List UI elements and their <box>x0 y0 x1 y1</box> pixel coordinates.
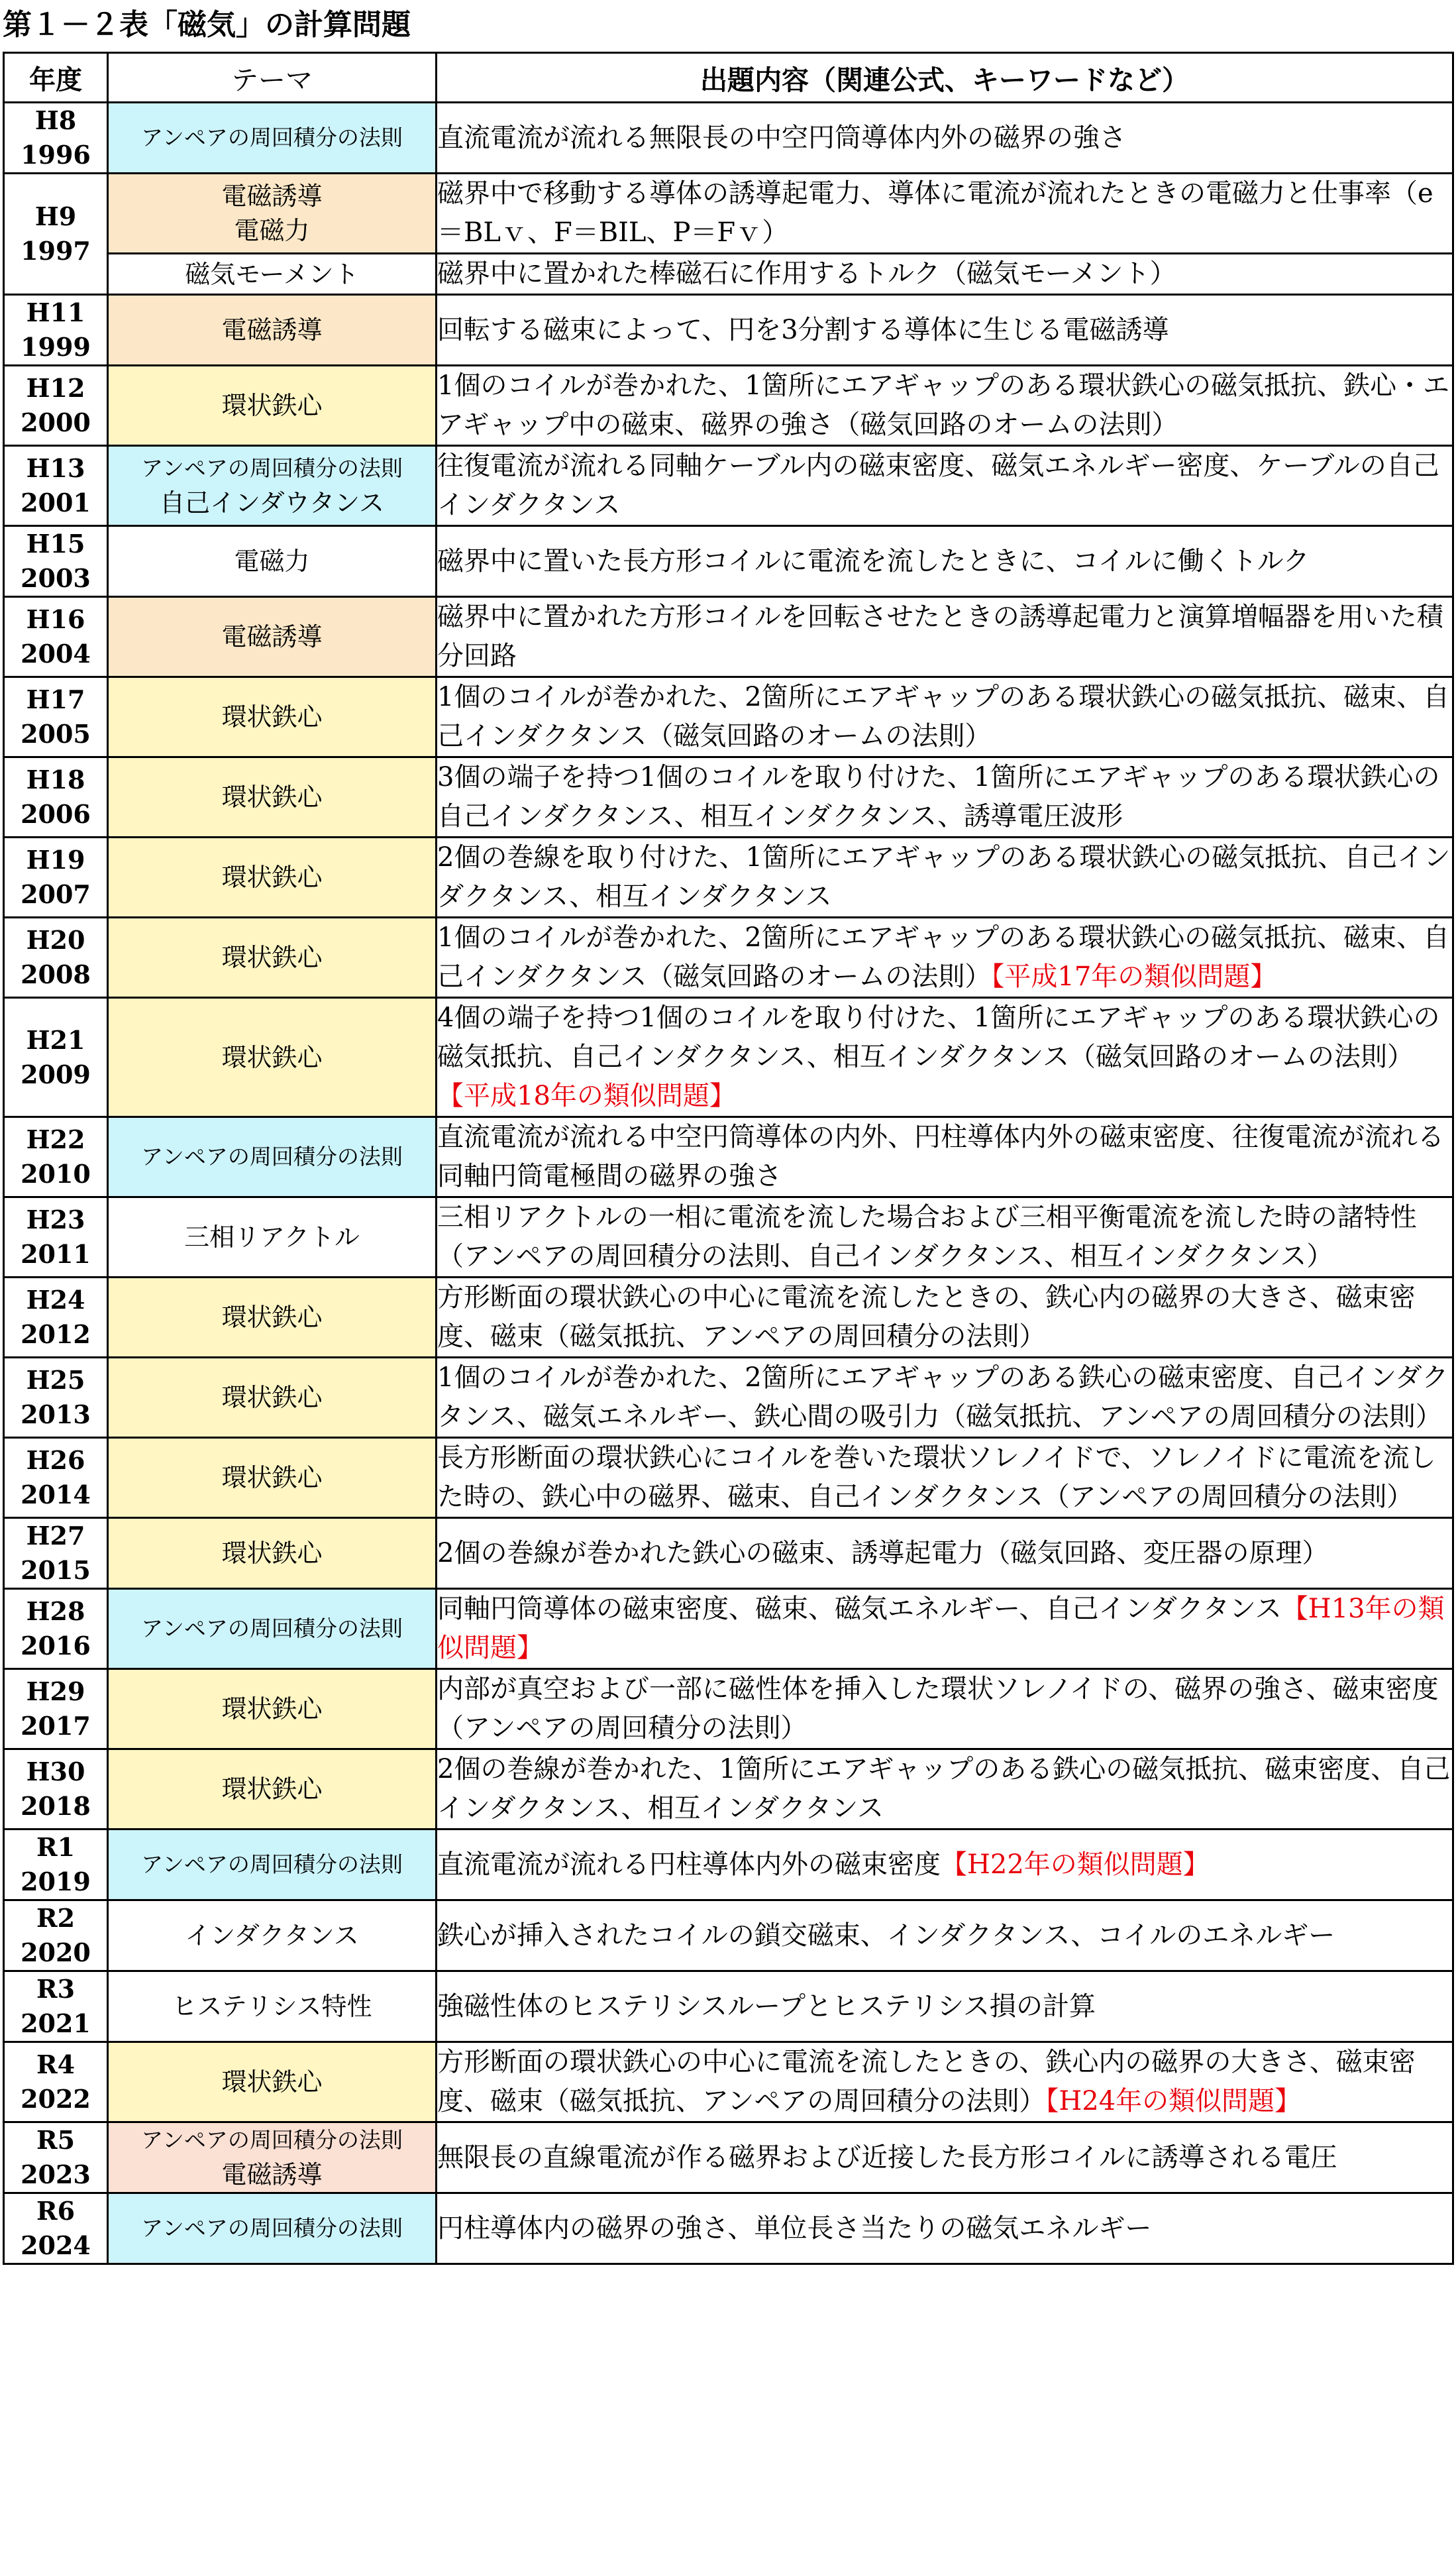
header-content: 出題内容（関連公式、キーワードなど） <box>437 53 1453 103</box>
theme-label: 環状鉄心 <box>221 1539 323 1568</box>
content-text: 長方形断面の環状鉄心にコイルを巻いた環状ソレノイドで、ソレノイドに電流を流した時の、鉄心中の磁界、磁束、自己インダクタンス（アンペアの周回積分の法則） <box>437 1443 1436 1512</box>
year-label: 2009 <box>21 1059 91 1089</box>
year-cell <box>4 526 108 597</box>
year-label: 2012 <box>21 1319 91 1349</box>
content-cell <box>437 757 1453 838</box>
content-cell <box>437 366 1453 446</box>
era-label: H22 <box>26 1124 85 1154</box>
theme-cell <box>108 1518 437 1589</box>
similar-problem-note: 【H13年の類似問題】 <box>437 1594 1445 1663</box>
era-label: H23 <box>26 1205 85 1234</box>
year-label: 2021 <box>21 2008 91 2038</box>
year-cell <box>4 757 108 838</box>
theme-cell <box>108 174 437 254</box>
year-label: 2003 <box>21 563 91 593</box>
year-cell <box>4 1438 108 1518</box>
year-label: 2022 <box>21 2084 91 2114</box>
year-cell <box>4 1971 108 2042</box>
era-label: R3 <box>36 1974 76 2004</box>
table-row <box>4 1278 1453 1358</box>
year-cell <box>4 1518 108 1589</box>
era-label: R4 <box>36 2049 76 2079</box>
content-text: 2個の巻線を取り付けた、1箇所にエアギャップのある環状鉄心の磁気抵抗、自己インダクタンス、相互インダクタンス <box>437 842 1451 912</box>
theme-label: 自己インダウタンス <box>160 488 384 518</box>
table-row <box>4 103 1453 174</box>
content-cell <box>437 1749 1453 1830</box>
theme-label: 環状鉄心 <box>221 943 323 972</box>
year-cell <box>4 1669 108 1749</box>
table-row <box>4 254 1453 295</box>
table-row <box>4 526 1453 597</box>
year-label: 2010 <box>21 1159 91 1189</box>
content-text: 磁界中で移動する導体の誘導起電力、導体に電流が流れたときの電磁力と仕事率（e＝BLｖ、F＝BIL、P＝Fｖ） <box>437 178 1433 248</box>
theme-cell <box>108 2042 437 2122</box>
year-label: 2016 <box>21 1631 91 1661</box>
content-text: 1個のコイルが巻かれた、2箇所にエアギャップのある環状鉄心の磁気抵抗、磁束、自己インダクタンス（磁気回路のオームの法則） <box>437 922 1450 992</box>
content-text: 磁界中に置かれた方形コイルを回転させたときの誘導起電力と演算増幅器を用いた積分回路 <box>437 602 1443 671</box>
table-row <box>4 1117 1453 1197</box>
table-row <box>4 918 1453 998</box>
similar-problem-note: 【平成18年の類似問題】 <box>437 1081 736 1111</box>
content-text: 無限長の直線電流が作る磁界および近接した長方形コイルに誘導される電圧 <box>437 2142 1337 2173</box>
content-text: 円柱導体内の磁界の強さ、単位長さ当たりの磁気エネルギー <box>437 2212 1152 2244</box>
year-cell <box>4 2193 108 2264</box>
era-label: H12 <box>26 373 85 403</box>
theme-cell <box>108 2122 437 2193</box>
theme-cell <box>108 1117 437 1197</box>
year-cell <box>4 366 108 446</box>
year-cell <box>4 1117 108 1197</box>
theme-cell <box>108 103 437 174</box>
content-text: 同軸円筒導体の磁束密度、磁束、磁気エネルギー、自己インダクタンス <box>437 1594 1282 1624</box>
year-cell <box>4 838 108 918</box>
content-cell <box>437 2042 1453 2122</box>
theme-cell <box>108 757 437 838</box>
era-label: H16 <box>26 604 85 634</box>
era-label: H18 <box>26 765 85 794</box>
theme-label: 環状鉄心 <box>221 1775 323 1804</box>
era-label: R6 <box>36 2196 76 2226</box>
era-label: H17 <box>26 684 85 714</box>
theme-cell <box>108 295 437 366</box>
content-cell <box>437 677 1453 757</box>
era-label: H20 <box>26 925 85 955</box>
table-row <box>4 2193 1453 2264</box>
content-text: 磁界中に置かれた棒磁石に作用するトルク（磁気モーメント） <box>437 258 1176 289</box>
theme-label: アンペアの周回積分の法則 <box>141 2127 403 2153</box>
theme-label: 環状鉄心 <box>221 2067 323 2097</box>
content-cell <box>437 1971 1453 2042</box>
year-label: 2017 <box>21 1711 91 1741</box>
content-cell <box>437 597 1453 677</box>
content-text: 直流電流が流れる円柱導体内外の磁束密度 <box>437 1849 941 1880</box>
theme-label: アンペアの周回積分の法則 <box>141 1615 403 1641</box>
year-label: 2011 <box>21 1239 91 1269</box>
year-cell <box>4 1197 108 1278</box>
similar-problem-note: 【H22年の類似問題】 <box>941 1849 1210 1880</box>
theme-label: 電磁力 <box>234 216 310 245</box>
content-cell <box>437 1589 1453 1669</box>
content-text: 回転する磁束によって、円を3分割する導体に生じる電磁誘導 <box>437 314 1169 345</box>
table-row <box>4 1438 1453 1518</box>
table-row <box>4 2122 1453 2193</box>
theme-label: 磁気モーメント <box>185 259 359 289</box>
content-cell <box>437 998 1453 1117</box>
header-row <box>4 53 1453 103</box>
theme-label: 電磁誘導 <box>221 622 323 651</box>
era-label: H30 <box>26 1757 85 1786</box>
year-label: 2015 <box>21 1555 91 1585</box>
theme-cell <box>108 1971 437 2042</box>
year-label: 2006 <box>21 799 91 829</box>
theme-label: アンペアの周回積分の法則 <box>141 1851 403 1877</box>
era-label: R1 <box>36 1832 76 1862</box>
table-row <box>4 1900 1453 1971</box>
year-cell <box>4 1358 108 1438</box>
theme-label: 三相リアクトル <box>184 1223 360 1252</box>
content-text: 直流電流が流れる中空円筒導体の内外、円柱導体内外の磁束密度、往復電流が流れる同軸円筒電極間の磁界の強さ <box>437 1122 1444 1191</box>
theme-cell <box>108 366 437 446</box>
content-text: 内部が真空および一部に磁性体を挿入した環状ソレノイドの、磁界の強さ、磁束密度（アンペアの周回積分の法則） <box>437 1674 1439 1743</box>
content-cell <box>437 174 1453 254</box>
theme-cell <box>108 254 437 295</box>
year-cell <box>4 295 108 366</box>
content-text: 方形断面の環状鉄心の中心に電流を流したときの、鉄心内の磁界の大きさ、磁束密度、磁束（磁気抵抗、アンペアの周回積分の法則） <box>437 1282 1416 1352</box>
year-cell <box>4 998 108 1117</box>
content-cell <box>437 446 1453 526</box>
table-row <box>4 757 1453 838</box>
theme-cell <box>108 918 437 998</box>
theme-label: アンペアの周回積分の法則 <box>141 125 403 150</box>
theme-label: 環状鉄心 <box>221 391 323 420</box>
theme-label: 環状鉄心 <box>221 863 323 892</box>
year-label: 2014 <box>21 1480 91 1509</box>
table-row <box>4 1749 1453 1830</box>
era-label: H8 <box>34 105 77 135</box>
table-row <box>4 366 1453 446</box>
theme-cell <box>108 2193 437 2264</box>
content-text: 2個の巻線が巻かれた鉄心の磁束、誘導起電力（磁気回路、変圧器の原理） <box>437 1537 1329 1568</box>
table-row <box>4 1358 1453 1438</box>
table-title: 第１－２表「磁気」の計算問題 <box>3 8 411 42</box>
header-theme: テーマ <box>108 53 437 103</box>
table-row <box>4 174 1453 254</box>
exam-table <box>3 52 1454 2265</box>
content-text: 強磁性体のヒステリシスループとヒステリシス損の計算 <box>437 1991 1096 2022</box>
content-text: 三相リアクトルの一相に電流を流した場合および三相平衡電流を流した時の諸特性（アンペアの周回積分の法則、自己インダクタンス、相互インダクタンス） <box>437 1202 1417 1272</box>
theme-label: 電磁誘導 <box>221 182 323 211</box>
theme-label: 環状鉄心 <box>221 702 323 732</box>
theme-cell <box>108 526 437 597</box>
content-cell <box>437 2122 1453 2193</box>
content-cell <box>437 1358 1453 1438</box>
similar-problem-note: 【平成17年の類似問題】 <box>991 961 1277 992</box>
year-label: 2023 <box>21 2159 91 2189</box>
content-cell <box>437 1278 1453 1358</box>
year-label: 1997 <box>21 236 91 266</box>
year-label: 2007 <box>21 879 91 909</box>
year-cell <box>4 174 108 295</box>
content-cell <box>437 254 1453 295</box>
content-cell <box>437 918 1453 998</box>
table-row <box>4 597 1453 677</box>
theme-cell <box>108 1278 437 1358</box>
theme-cell <box>108 597 437 677</box>
theme-label: 環状鉄心 <box>221 1694 323 1723</box>
year-cell <box>4 2042 108 2122</box>
content-text: 往復電流が流れる同軸ケーブル内の磁束密度、磁気エネルギー密度、ケーブルの自己インダクタンス <box>437 451 1439 520</box>
similar-problem-note: 【H24年の類似問題】 <box>1045 2086 1302 2116</box>
table-row <box>4 295 1453 366</box>
theme-label: 電磁誘導 <box>221 2160 323 2189</box>
header-year: 年度 <box>4 53 108 103</box>
table-row <box>4 1589 1453 1669</box>
theme-cell <box>108 446 437 526</box>
theme-cell <box>108 1669 437 1749</box>
era-label: H19 <box>26 845 85 875</box>
content-cell <box>437 103 1453 174</box>
table-row <box>4 1971 1453 2042</box>
year-cell <box>4 446 108 526</box>
year-label: 2001 <box>21 488 91 518</box>
theme-label: 環状鉄心 <box>221 1463 323 1492</box>
theme-label: 環状鉄心 <box>221 1383 323 1412</box>
year-cell <box>4 1589 108 1669</box>
table-row <box>4 838 1453 918</box>
theme-label: インダクタンス <box>185 1921 359 1950</box>
table-body <box>4 103 1453 2264</box>
theme-label: 電磁誘導 <box>221 315 323 345</box>
year-cell <box>4 597 108 677</box>
content-cell <box>437 1669 1453 1749</box>
year-cell <box>4 1749 108 1830</box>
table-row <box>4 1197 1453 1278</box>
era-label: R5 <box>36 2125 76 2155</box>
era-label: H25 <box>26 1365 85 1395</box>
theme-cell <box>108 1589 437 1669</box>
content-cell <box>437 295 1453 366</box>
content-cell <box>437 526 1453 597</box>
content-text: 1個のコイルが巻かれた、2箇所にエアギャップのある鉄心の磁束密度、自己インダクタンス、磁気エネルギー、鉄心間の吸引力（磁気抵抗、アンペアの周回積分の法則） <box>437 1362 1449 1432</box>
year-cell <box>4 677 108 757</box>
table-row <box>4 1830 1453 1900</box>
year-cell <box>4 1830 108 1900</box>
era-label: H24 <box>26 1285 85 1315</box>
theme-label: アンペアの周回積分の法則 <box>141 2215 403 2241</box>
era-label: H28 <box>26 1596 85 1626</box>
content-cell <box>437 2193 1453 2264</box>
year-cell <box>4 1900 108 1971</box>
theme-cell <box>108 1900 437 1971</box>
content-text: 2個の巻線が巻かれた、1箇所にエアギャップのある鉄心の磁気抵抗、磁束密度、自己インダクタンス、相互インダクタンス <box>437 1754 1451 1824</box>
theme-cell <box>108 1358 437 1438</box>
theme-cell <box>108 1197 437 1278</box>
era-label: H26 <box>26 1445 85 1475</box>
content-text: 1個のコイルが巻かれた、2箇所にエアギャップのある環状鉄心の磁気抵抗、磁束、自己インダクタンス（磁気回路のオームの法則） <box>437 682 1450 751</box>
year-label: 2018 <box>21 1791 91 1821</box>
era-label: H21 <box>26 1024 85 1055</box>
theme-cell <box>108 998 437 1117</box>
era-label: H29 <box>26 1676 85 1706</box>
year-label: 2000 <box>21 408 91 437</box>
year-cell <box>4 2122 108 2193</box>
era-label: H13 <box>26 453 85 483</box>
content-text: 直流電流が流れる無限長の中空円筒導体内外の磁界の強さ <box>437 122 1126 153</box>
theme-label: 環状鉄心 <box>221 1042 323 1072</box>
year-label: 2005 <box>21 719 91 749</box>
table-row <box>4 2042 1453 2122</box>
year-label: 2004 <box>21 639 91 669</box>
theme-cell <box>108 1438 437 1518</box>
year-label: 1996 <box>21 140 91 170</box>
year-cell <box>4 1278 108 1358</box>
content-text: 磁界中に置いた長方形コイルに電流を流したときに、コイルに働くトルク <box>437 545 1310 576</box>
content-text: 4個の端子を持つ1個のコイルを取り付けた、1箇所にエアギャップのある環状鉄心の磁気抵抗、自己インダクタンス、相互インダクタンス（磁気回路のオームの法則） <box>437 1003 1440 1072</box>
theme-label: 電磁力 <box>234 547 310 576</box>
content-cell <box>437 1197 1453 1278</box>
table-row <box>4 998 1453 1117</box>
content-text: 鉄心が挿入されたコイルの鎖交磁束、インダクタンス、コイルのエネルギー <box>437 1920 1335 1951</box>
content-text: 方形断面の環状鉄心の中心に電流を流したときの、鉄心内の磁界の大きさ、磁束密度、磁束（磁気抵抗、アンペアの周回積分の法則） <box>437 2047 1416 2116</box>
table-row <box>4 1518 1453 1589</box>
content-cell <box>437 1518 1453 1589</box>
theme-label: 環状鉄心 <box>221 1303 323 1332</box>
era-label: H11 <box>26 298 85 327</box>
theme-label: アンペアの周回積分の法則 <box>141 1144 403 1170</box>
year-cell <box>4 103 108 174</box>
theme-label: 環状鉄心 <box>221 783 323 812</box>
table-row <box>4 1669 1453 1749</box>
era-label: H9 <box>34 201 77 231</box>
theme-label: ヒステリシス特性 <box>172 1992 372 2021</box>
theme-label: アンペアの周回積分の法則 <box>141 455 403 481</box>
era-label: R2 <box>36 1903 76 1933</box>
era-label: H27 <box>26 1521 85 1551</box>
table-row <box>4 446 1453 526</box>
content-cell <box>437 838 1453 918</box>
content-cell <box>437 1117 1453 1197</box>
content-cell <box>437 1900 1453 1971</box>
era-label: H15 <box>26 529 85 559</box>
table-row <box>4 677 1453 757</box>
year-label: 2019 <box>21 1867 91 1896</box>
content-cell <box>437 1438 1453 1518</box>
theme-cell <box>108 838 437 918</box>
theme-cell <box>108 1749 437 1830</box>
year-label: 1999 <box>21 332 91 362</box>
content-text: 1個のコイルが巻かれた、1箇所にエアギャップのある環状鉄心の磁気抵抗、鉄心・エアギャップ中の磁束、磁界の強さ（磁気回路のオームの法則） <box>437 370 1450 440</box>
year-label: 2020 <box>21 1938 91 1967</box>
content-cell <box>437 1830 1453 1900</box>
year-cell <box>4 918 108 998</box>
content-text: 3個の端子を持つ1個のコイルを取り付けた、1箇所にエアギャップのある環状鉄心の自己インダクタンス、相互インダクタンス、誘導電圧波形 <box>437 762 1440 832</box>
theme-cell <box>108 677 437 757</box>
year-label: 2024 <box>21 2230 91 2260</box>
year-label: 2008 <box>21 959 91 989</box>
year-label: 2013 <box>21 1399 91 1429</box>
theme-cell <box>108 1830 437 1900</box>
